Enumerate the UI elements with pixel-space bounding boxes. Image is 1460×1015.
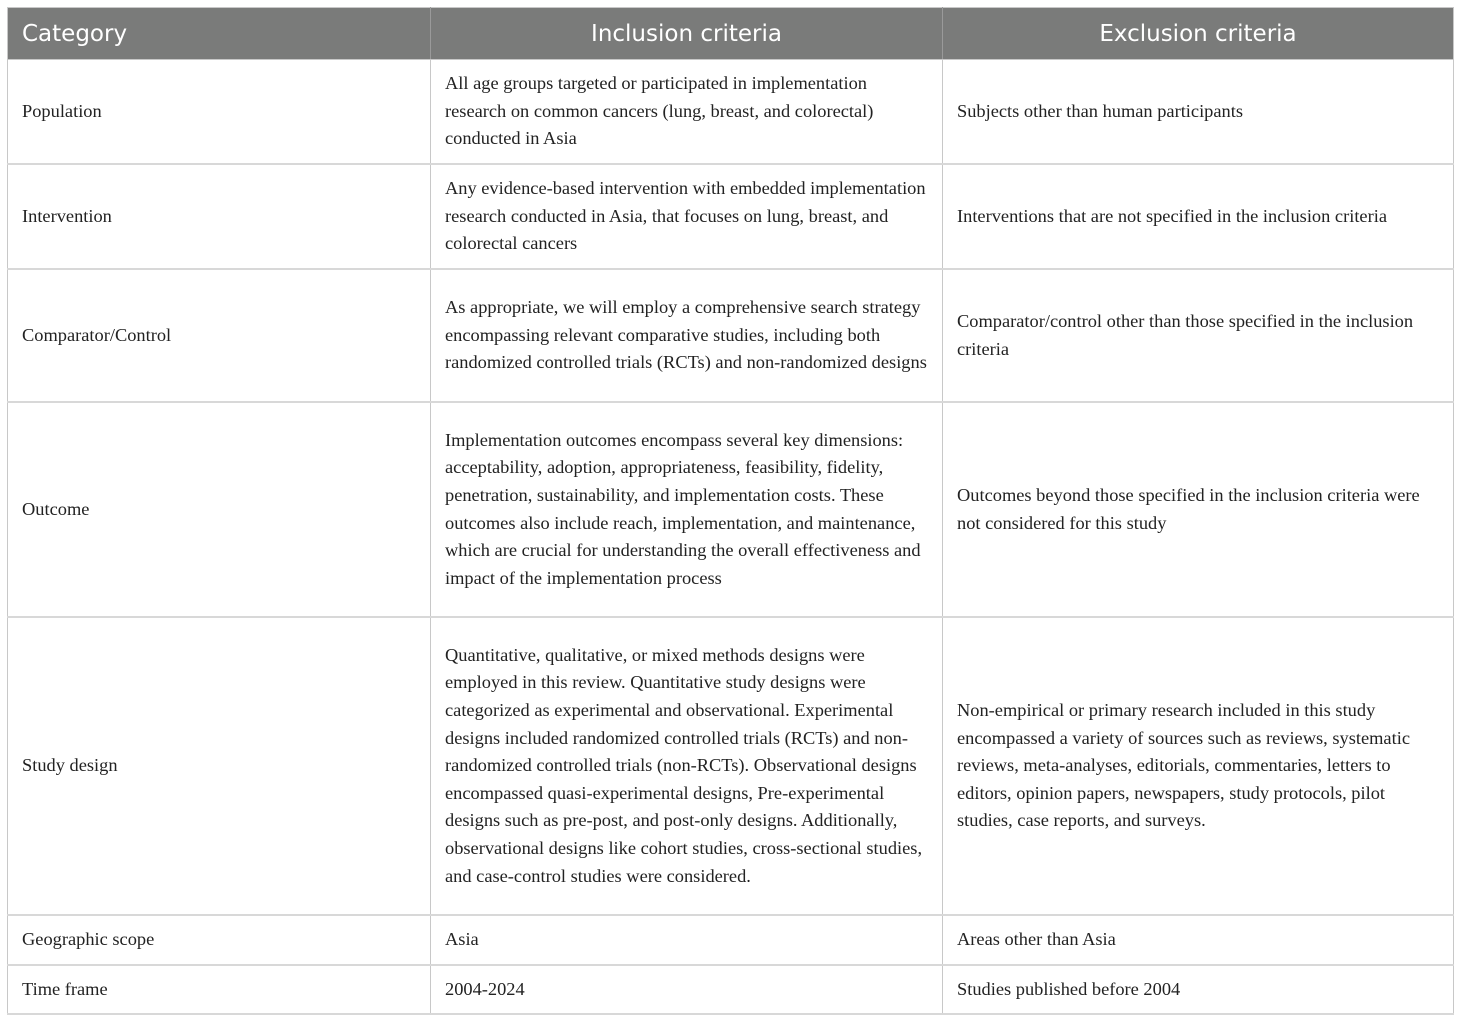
header-exclusion: Exclusion criteria xyxy=(943,8,1454,60)
table-row xyxy=(8,915,1454,965)
table-header xyxy=(8,8,1454,60)
cell-category: Intervention xyxy=(8,164,431,269)
table-row xyxy=(8,617,1454,915)
table-row xyxy=(8,164,1454,269)
table-row xyxy=(8,965,1454,1015)
cell-exclusion: Areas other than Asia xyxy=(943,915,1454,965)
cell-inclusion: As appropriate, we will employ a comprehensive search strategy encompassing relevant comparative studies, including both randomized controlled trials (RCTs) and non-randomized designs xyxy=(431,269,943,402)
cell-inclusion: Asia xyxy=(431,915,943,965)
cell-category: Population xyxy=(8,60,431,165)
cell-inclusion: All age groups targeted or participated in implementation research on common cancers (lung, breast, and colorectal) conducted in Asia xyxy=(431,60,943,165)
header-category: Category xyxy=(8,8,431,60)
cell-inclusion: 2004-2024 xyxy=(431,965,943,1015)
header-row xyxy=(8,8,1454,60)
cell-inclusion: Implementation outcomes encompass several key dimensions: acceptability, adoption, appropriateness, feasibility, fidelity, penetration, sustainability, and implementation costs. These outcomes also include reach, implementation, and maintenance, which are crucial for understanding the overall effectiveness and impact of the implementation process xyxy=(431,402,943,617)
table-row xyxy=(8,269,1454,402)
cell-category: Outcome xyxy=(8,402,431,617)
cell-exclusion: Non-empirical or primary research included in this study encompassed a variety of sources such as reviews, systematic reviews, meta-analyses, editorials, commentaries, letters to editors, opinion papers, newspapers, study protocols, pilot studies, case reports, and surveys. xyxy=(943,617,1454,915)
cell-category: Geographic scope xyxy=(8,915,431,965)
cell-category: Time frame xyxy=(8,965,431,1015)
cell-inclusion: Quantitative, qualitative, or mixed methods designs were employed in this review. Quantitative study designs were categorized as experimental and observational. Experimental designs included randomized controlled trials (RCTs) and non-randomized controlled trials (non-RCTs). Observational designs encompassed quasi-experimental designs, Pre-experimental designs such as pre-post, and post-only designs. Additionally, observational designs like cohort studies, cross-sectional studies, and case-control studies were considered. xyxy=(431,617,943,915)
cell-exclusion: Outcomes beyond those specified in the inclusion criteria were not considered for this study xyxy=(943,402,1454,617)
cell-inclusion: Any evidence-based intervention with embedded implementation research conducted in Asia, that focuses on lung, breast, and colorectal cancers xyxy=(431,164,943,269)
cell-exclusion: Interventions that are not specified in the inclusion criteria xyxy=(943,164,1454,269)
table-body xyxy=(8,60,1454,1015)
table-row xyxy=(8,402,1454,617)
cell-exclusion: Studies published before 2004 xyxy=(943,965,1454,1015)
cell-exclusion: Comparator/control other than those specified in the inclusion criteria xyxy=(943,269,1454,402)
header-inclusion: Inclusion criteria xyxy=(431,8,943,60)
cell-category: Study design xyxy=(8,617,431,915)
cell-exclusion: Subjects other than human participants xyxy=(943,60,1454,165)
criteria-table xyxy=(7,7,1454,1015)
cell-category: Comparator/Control xyxy=(8,269,431,402)
table-row xyxy=(8,60,1454,165)
